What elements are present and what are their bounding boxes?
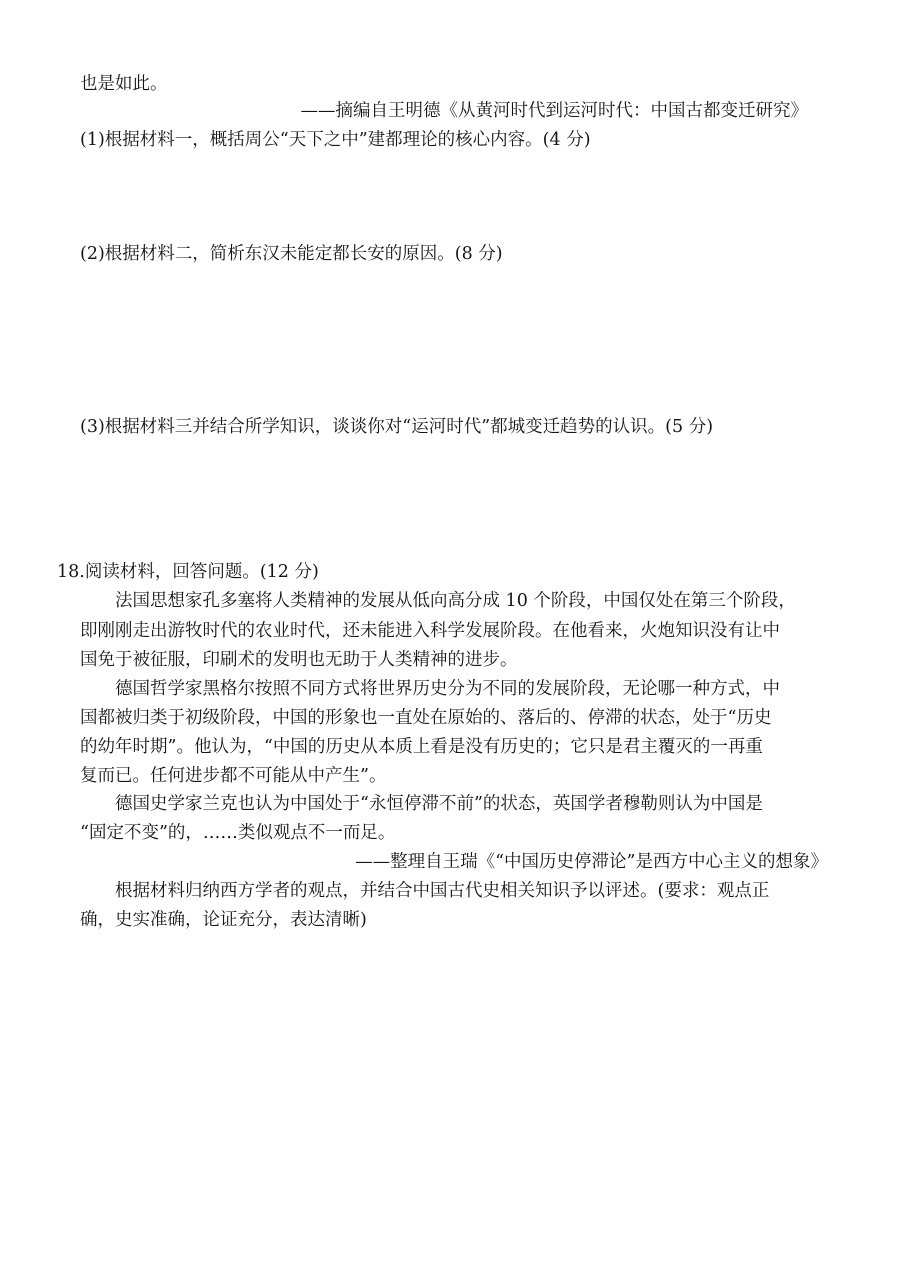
- q18-para3-line: 德国史学家兰克也认为中国处于“永恒停滞不前”的状态，英国学者穆勒则认为中国是: [115, 794, 763, 814]
- q18-heading: 18.阅读材料，回答问题。(12 分): [57, 562, 319, 582]
- q17-subquestion-2: (2)根据材料二，简析东汉未能定都长安的原因。(8 分): [80, 244, 503, 264]
- q18-para3-line: “固定不变”的，……类似观点不一而足。: [80, 823, 396, 843]
- q18-para1-line: 即刚刚走出游牧时代的农业时代，还未能进入科学发展阶段。在他看来，火炮知识没有让中: [80, 621, 780, 641]
- q18-para1-line: 法国思想家孔多塞将人类精神的发展从低向高分成 10 个阶段，中国仅处在第三个阶段，: [115, 591, 796, 611]
- q18-para2-line: 复而已。任何进步都不可能从中产生”。: [80, 766, 387, 786]
- q18-para1-line: 国免于被征服，印刷术的发明也无助于人类精神的进步。: [80, 650, 518, 670]
- q18-task-line: 根据材料归纳西方学者的观点，并结合中国古代史相关知识予以评述。(要求：观点正: [115, 881, 770, 901]
- material-continuation: 也是如此。: [80, 74, 168, 94]
- q18-para2-line: 德国哲学家黑格尔按照不同方式将世界历史分为不同的发展阶段，无论哪一种方式，中: [115, 679, 780, 699]
- q17-subquestion-1: (1)根据材料一，概括周公“天下之中”建都理论的核心内容。(4 分): [80, 130, 591, 150]
- q17-subquestion-3: (3)根据材料三并结合所学知识，谈谈你对“运河时代”都城变迁趋势的认识。(5 分): [80, 417, 714, 437]
- q18-para2-line: 的幼年时期”。他认为，“中国的历史从本质上看是没有历史的；它只是君主覆灭的一再重: [80, 737, 763, 757]
- q18-para2-line: 国都被归类于初级阶段，中国的形象也一直处在原始的、落后的、停滞的状态，处于“历史: [80, 708, 772, 728]
- q18-task-line: 确，史实准确，论证充分，表达清晰): [80, 910, 367, 930]
- q18-source-citation: ——整理自王瑞《“中国历史停滞论”是西方中心主义的想象》: [355, 852, 828, 872]
- material-source-citation: ——摘编自王明德《从黄河时代到运河时代：中国古都变迁研究》: [300, 101, 808, 121]
